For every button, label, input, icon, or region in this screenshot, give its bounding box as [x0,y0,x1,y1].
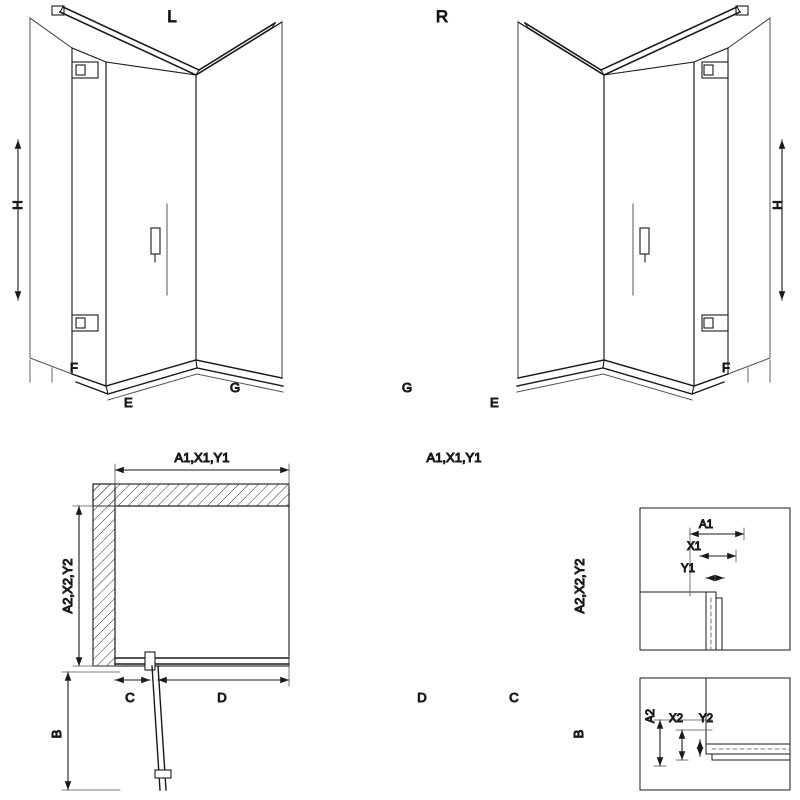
iso-right-height-label: H [770,200,785,210]
iso-right-group [517,6,782,400]
iso-left-height-label: H [10,200,25,210]
plan-left-b-label: B [49,729,64,739]
iso-left-title: L [167,7,177,26]
plan-right-b-label: B [571,729,586,739]
iso-left-g-label: G [230,380,241,395]
iso-right-e-label: E [490,395,499,410]
iso-left-f-label: F [70,360,78,375]
plan-left-side-dim-label: A2,X2,Y2 [60,558,75,614]
iso-right-f-label: F [722,360,730,375]
plan-left-c-label: C [125,690,135,705]
iso-left-e-label: E [124,395,133,410]
detail-top-a1-label: A1 [698,519,714,531]
iso-right-title: R [435,7,449,26]
iso-left-group [18,6,283,400]
plan-left-top-dim-label: A1,X1,Y1 [174,450,230,465]
plan-right-d-label: D [417,690,427,705]
plan-left-group [62,464,289,790]
plan-right-top-dim-label: A1,X1,Y1 [426,450,482,465]
detail-bottom-x2-label: X2 [668,713,684,725]
detail-bottom-y2-label: Y2 [698,713,714,725]
detail-top-x1-label: X1 [686,541,702,553]
detail-top-y1-label: Y1 [680,563,696,575]
detail-top-group [640,508,790,650]
plan-right-c-label: C [509,690,519,705]
detail-bottom-a2-label: A2 [645,708,657,724]
detail-bottom-group [640,678,790,790]
plan-right-side-dim-label: A2,X2,Y2 [572,558,587,614]
plan-left-d-label: D [217,690,227,705]
iso-right-g-label: G [402,380,413,395]
